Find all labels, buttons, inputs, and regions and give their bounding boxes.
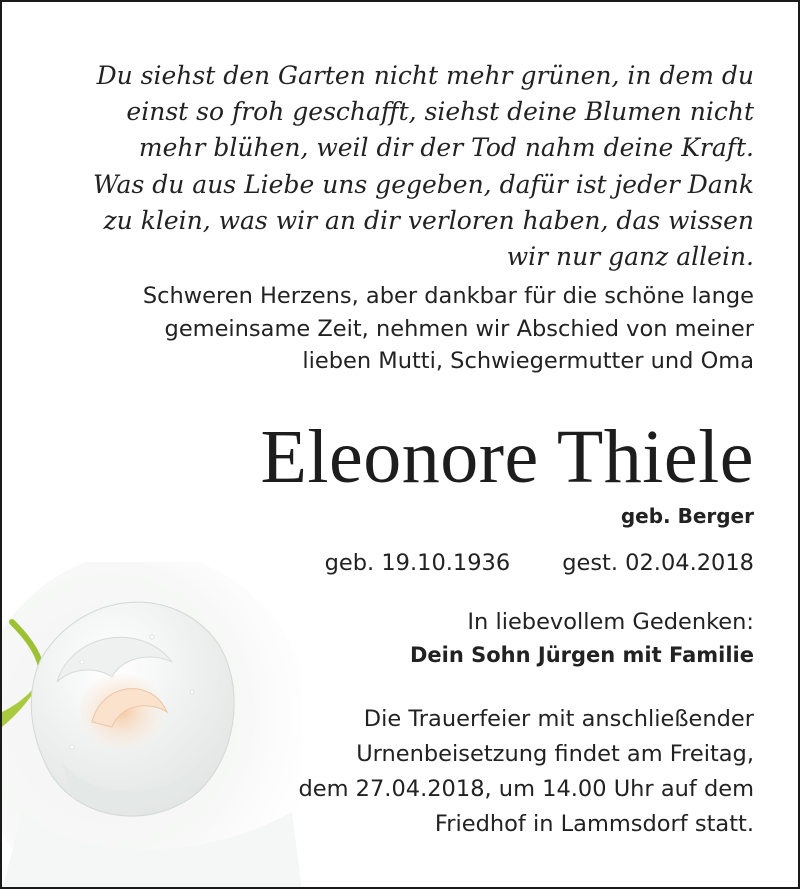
death-date: gest. 02.04.2018 — [562, 550, 754, 576]
poem-line: einst so froh geschafft, siehst deine Blumen nicht — [126, 97, 754, 127]
service-line: Friedhof in Lammsdorf statt. — [434, 811, 754, 837]
intro-line: Schweren Herzens, aber dankbar für die schöne lange — [142, 283, 754, 309]
maiden-name: geb. Berger — [620, 504, 754, 528]
poem-line: mehr blühen, weil dir der Tod nahm deine Kraft. — [138, 133, 754, 163]
service-line: Die Trauerfeier mit anschließender — [363, 706, 754, 732]
deceased-name: Eleonore Thiele — [260, 415, 754, 499]
farewell-intro — [54, 280, 754, 378]
intro-line: gemeinsame Zeit, nehmen wir Abschied von meiner — [164, 315, 754, 342]
intro-line: lieben Mutti, Schwiegermutter und Oma — [302, 348, 754, 374]
poem-line: Was du aus Liebe uns gegeben, dafür ist jeder Dank — [93, 169, 754, 199]
service-line: dem 27.04.2018, um 14.00 Uhr auf dem — [298, 776, 754, 802]
funeral-service-info — [234, 702, 754, 842]
memorial-poem — [54, 58, 754, 275]
poem-line: zu klein, was wir an dir verloren haben, das wissen — [103, 205, 754, 235]
mourners-line: In liebevollem Gedenken: — [467, 609, 754, 635]
mourners-family: Dein Sohn Jürgen mit Familie — [410, 643, 754, 667]
service-line: Urnenbeisetzung findet am Freitag, — [356, 741, 754, 767]
birth-date: geb. 19.10.1936 — [324, 550, 511, 576]
mourners-block — [254, 606, 754, 672]
poem-line: wir nur ganz allein. — [506, 242, 754, 272]
life-dates — [325, 547, 754, 579]
poem-line: Du siehst den Garten nicht mehr grünen, in dem du — [96, 61, 754, 90]
